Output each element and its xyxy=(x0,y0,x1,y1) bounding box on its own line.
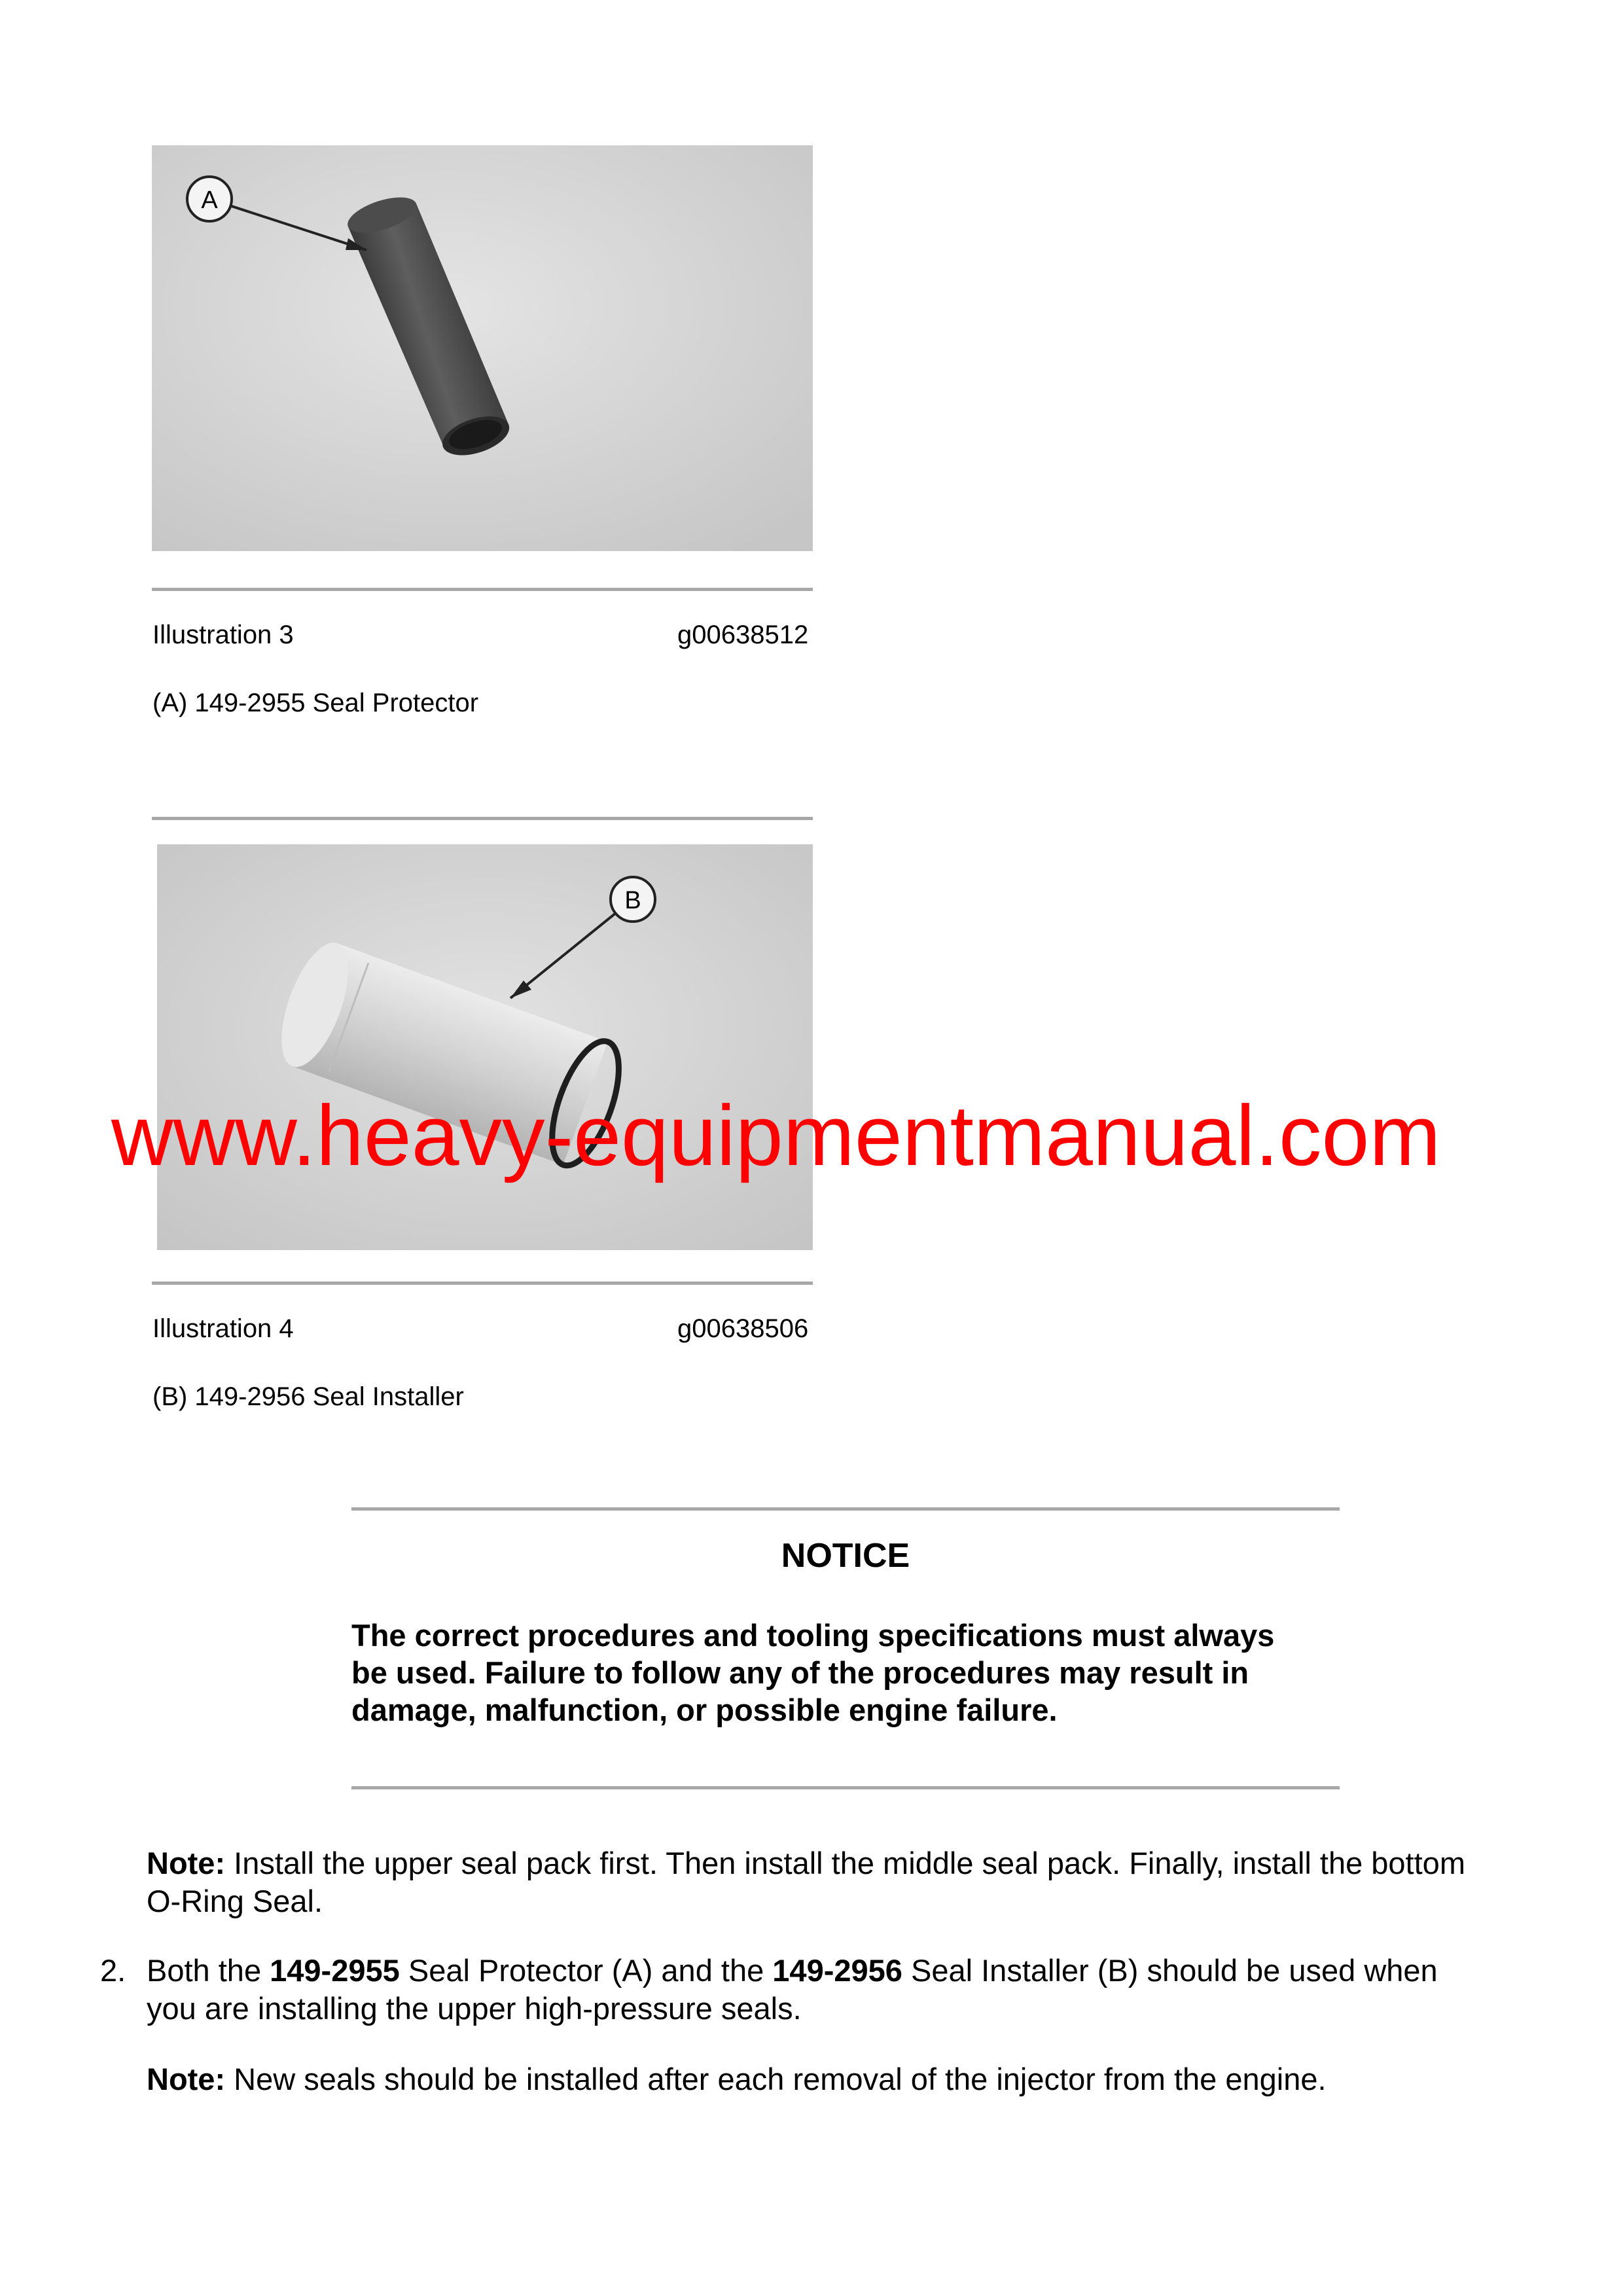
divider xyxy=(152,1282,813,1285)
illustration-4-graphic-id: g00638506 xyxy=(677,1314,809,1343)
illustration-3-graphic-id: g00638512 xyxy=(677,620,809,649)
note-new-seals xyxy=(147,2060,1586,2098)
notice-top-rule xyxy=(351,1507,1340,1511)
notice-line: be used. Failure to follow any of the procedures may result in xyxy=(351,1655,1249,1690)
notice-title: NOTICE xyxy=(781,1537,910,1575)
step-text-line2: you are installing the upper high-pressure seals. xyxy=(147,1991,802,2026)
note-text: Install the upper seal pack first. Then install the middle seal pack. Finally, install the bottom xyxy=(225,1846,1465,1880)
note-upper-seal-pack xyxy=(147,1844,1586,1920)
watermark-text: www.heavy-equipmentmanual.com xyxy=(111,1087,1441,1183)
step-text: Seal Installer (B) should be used when xyxy=(902,1953,1438,1988)
part-number-seal-protector: 149-2955 xyxy=(270,1953,400,1988)
illustration-4-legend: (B) 149-2956 Seal Installer xyxy=(152,1382,464,1411)
part-number-seal-installer: 149-2956 xyxy=(772,1953,902,1988)
seal-protector-image xyxy=(152,145,813,551)
step-text: Seal Protector (A) and the xyxy=(399,1953,773,1988)
note-label: Note: xyxy=(147,1846,226,1880)
divider xyxy=(152,588,813,591)
note-label: Note: xyxy=(147,2062,226,2096)
note-text-line2: O-Ring Seal. xyxy=(147,1884,323,1918)
notice-line: The correct procedures and tooling specifications must always xyxy=(351,1618,1275,1653)
illustration-3-legend: (A) 149-2955 Seal Protector xyxy=(152,689,479,717)
step-number: 2. xyxy=(100,1953,126,1988)
illustration-3-photo xyxy=(152,145,813,551)
illustration-4-photo xyxy=(157,844,813,1250)
callout-a: A xyxy=(201,187,218,214)
step-text: Both the xyxy=(147,1953,270,1988)
notice-bottom-rule xyxy=(351,1786,1340,1789)
seal-installer-image xyxy=(157,844,813,1250)
callout-b: B xyxy=(624,887,641,914)
divider xyxy=(152,817,813,820)
note-text: New seals should be installed after each removal of the injector from the engine. xyxy=(225,2062,1327,2096)
illustration-4-label: Illustration 4 xyxy=(152,1314,294,1343)
notice-body xyxy=(351,1617,1346,1729)
step-2-text xyxy=(147,1952,1586,2028)
notice-line: damage, malfunction, or possible engine failure. xyxy=(351,1693,1058,1727)
illustration-3-label: Illustration 3 xyxy=(152,620,294,649)
